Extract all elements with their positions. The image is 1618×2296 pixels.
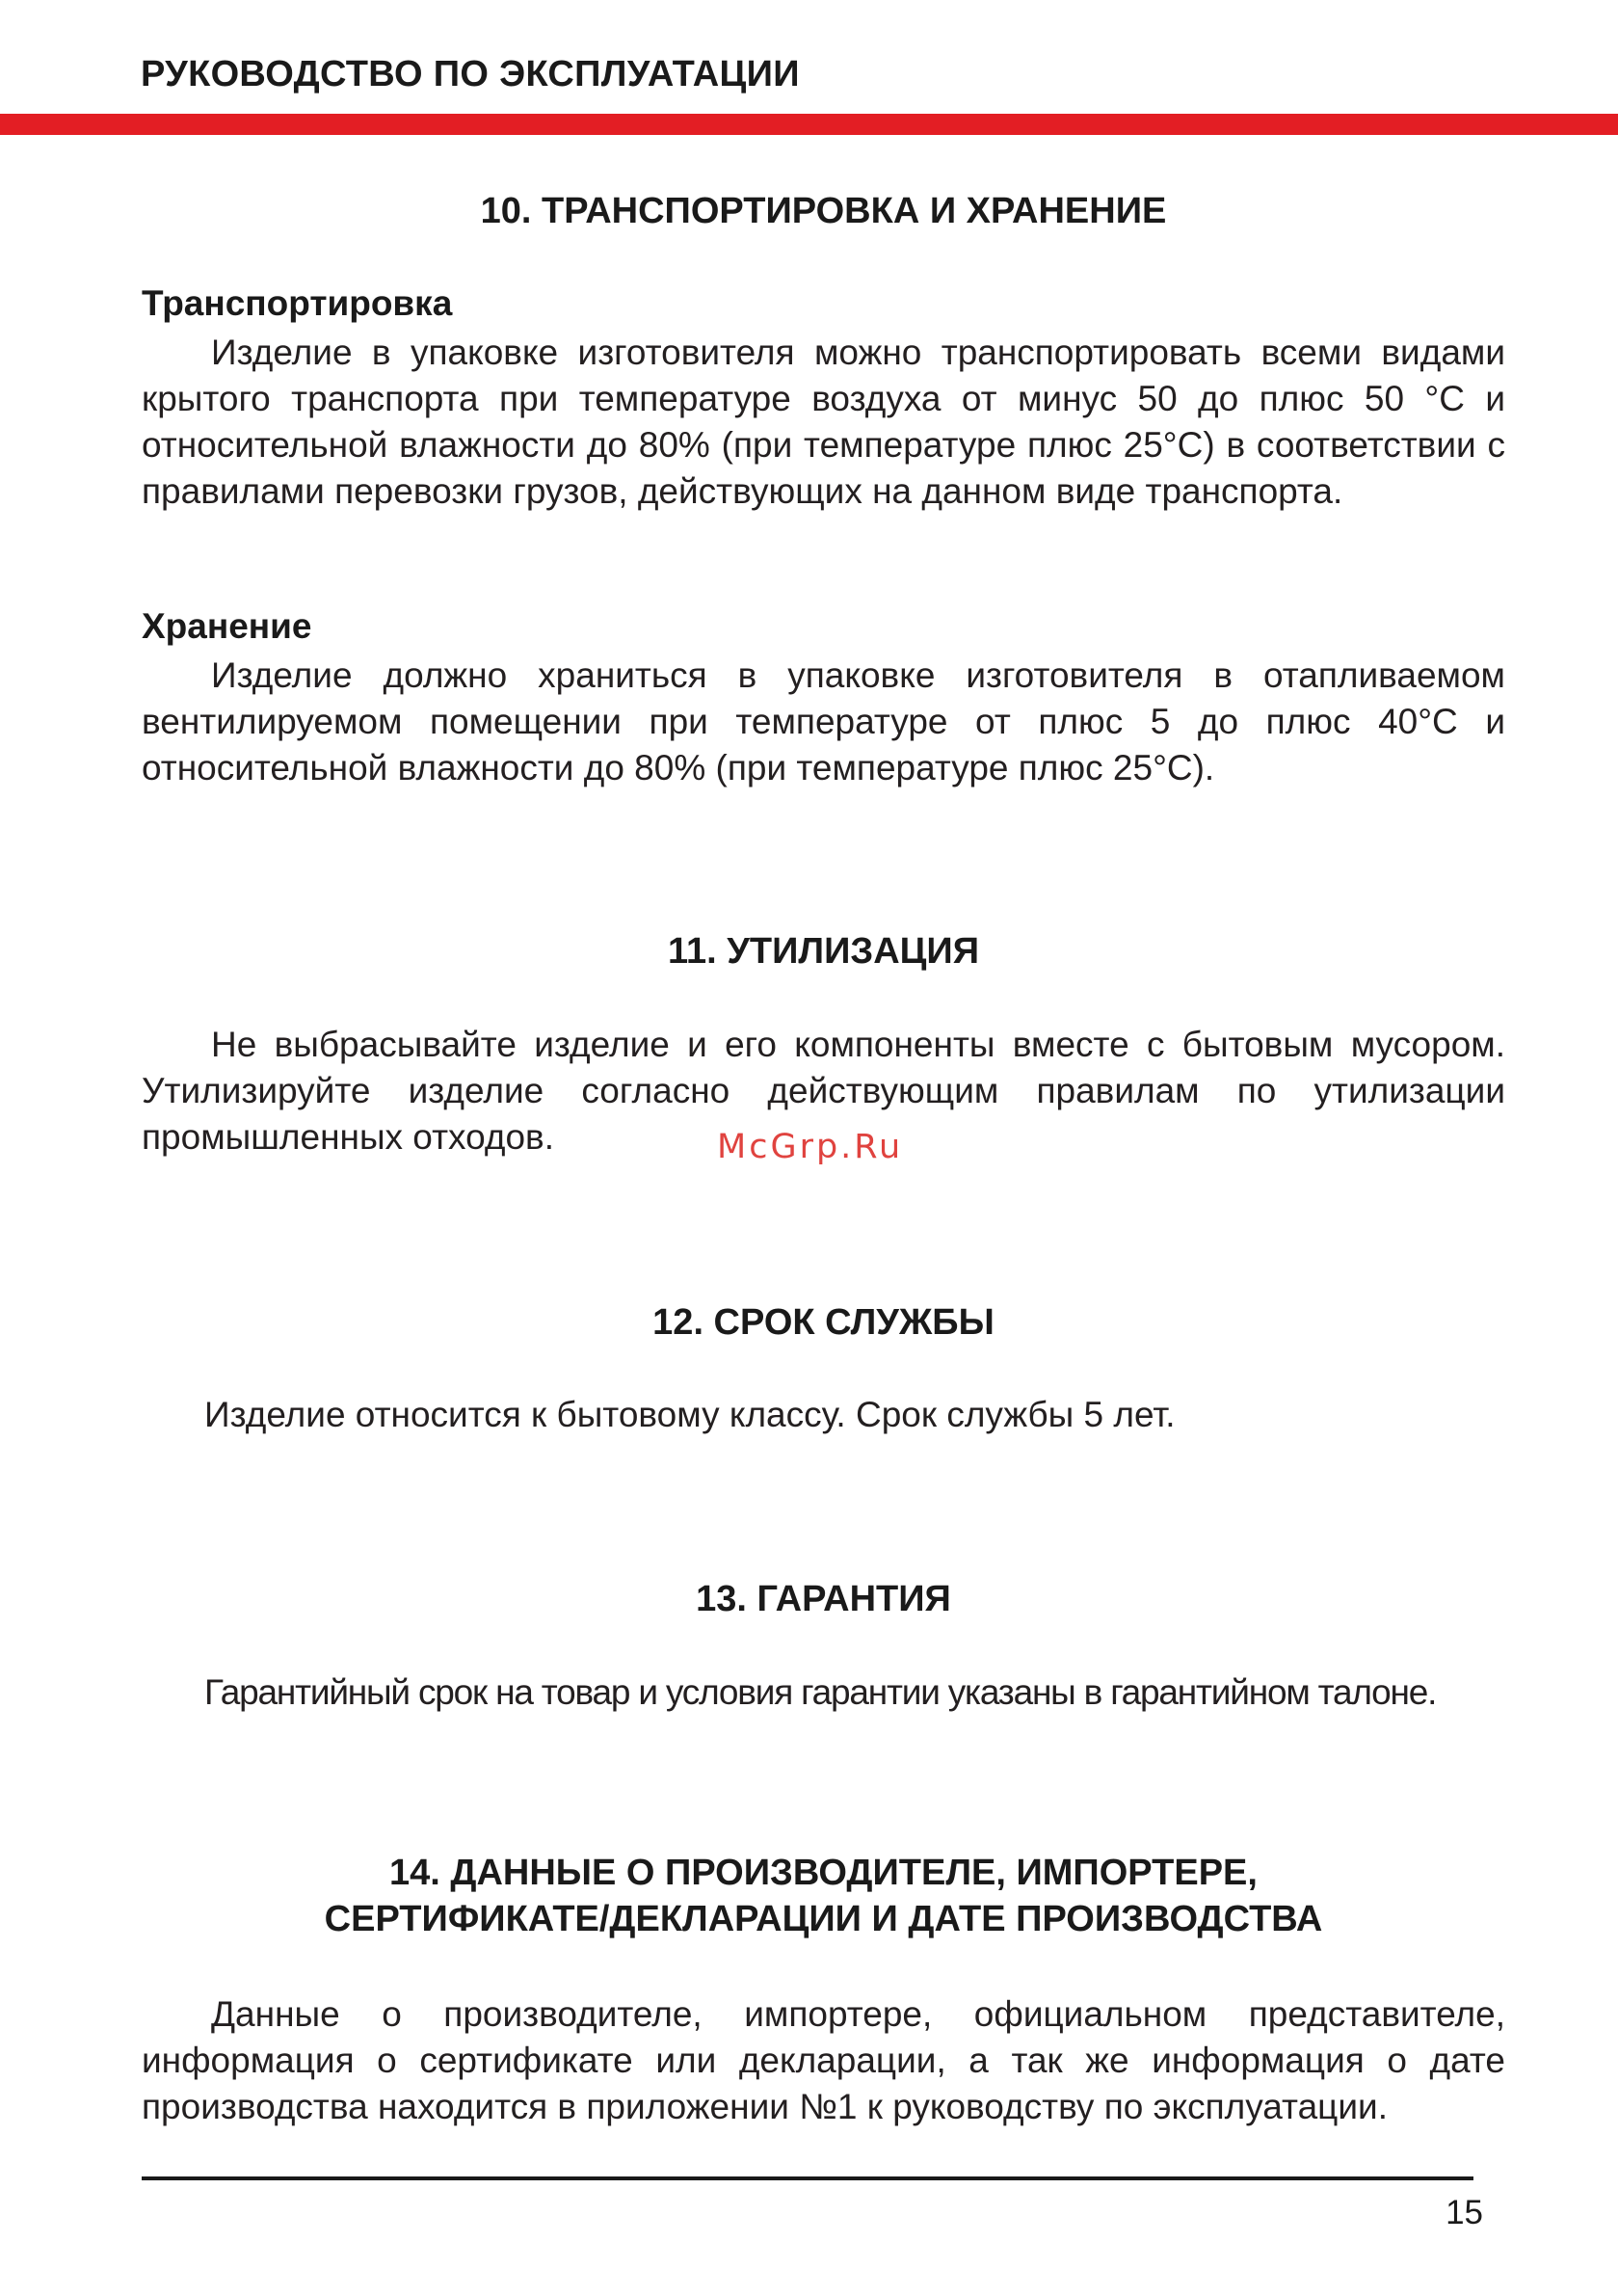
- section-14-title-line2: СЕРТИФИКАТЕ/ДЕКЛАРАЦИИ И ДАТЕ ПРОИЗВОДСТВА: [324, 1899, 1323, 1939]
- disposal-paragraph: Не выбрасывайте изделие и его компоненты вместе с бытовым мусором. Утилизируйте изделие согласно действующим правилам по утилизации промышленных отходов.: [142, 1025, 1505, 1157]
- section-13-title: 13. ГАРАНТИЯ: [696, 1579, 951, 1619]
- footer-divider: [142, 2176, 1473, 2180]
- storage-paragraph: Изделие должно храниться в упаковке изготовителя в отапливаемом вентилируемом помещении при температуре от плюс 5 до плюс 40°С и относительной влажности до 80% (при температуре плюс 25°С).: [142, 655, 1505, 788]
- section-12-title: 12. СРОК СЛУЖБЫ: [652, 1302, 995, 1343]
- storage-heading: Хранение: [142, 606, 312, 646]
- manufacturer-paragraph: Данные о производителе, импортере, официальном представителе, информация о сертификате или декларации, а так же информация о дате производства находится в приложении №1 к руководству по эксплуатации.: [142, 1994, 1505, 2126]
- transport-heading: Транспортировка: [142, 283, 453, 323]
- section-14-title-line1: 14. ДАННЫЕ О ПРОИЗВОДИТЕЛЕ, ИМПОРТЕРЕ,: [389, 1853, 1258, 1893]
- section-11-title: 11. УТИЛИЗАЦИЯ: [667, 931, 980, 972]
- header-red-bar: [0, 114, 1618, 135]
- service-life-text: Изделие относится к бытовому классу. Срок службы 5 лет.: [204, 1395, 1176, 1434]
- transport-paragraph: Изделие в упаковке изготовителя можно транспортировать всеми видами крытого транспорта при температуре воздуха от минус 50 до плюс 50 °С и относительной влажности до 80% (при температуре плюс 25°С) в соответствии с правилами перевозки грузов, действующих на данном виде транспорта.: [142, 333, 1505, 511]
- page-header-title: РУКОВОДСТВО ПО ЭКСПЛУАТАЦИИ: [141, 54, 800, 94]
- section-10-title: 10. ТРАНСПОРТИРОВКА И ХРАНЕНИЕ: [480, 191, 1167, 231]
- page-number: 15: [1446, 2194, 1483, 2231]
- watermark-text: McGrp.Ru: [717, 1128, 904, 1166]
- warranty-text: Гарантийный срок на товар и условия гарантии указаны в гарантийном талоне.: [204, 1672, 1437, 1712]
